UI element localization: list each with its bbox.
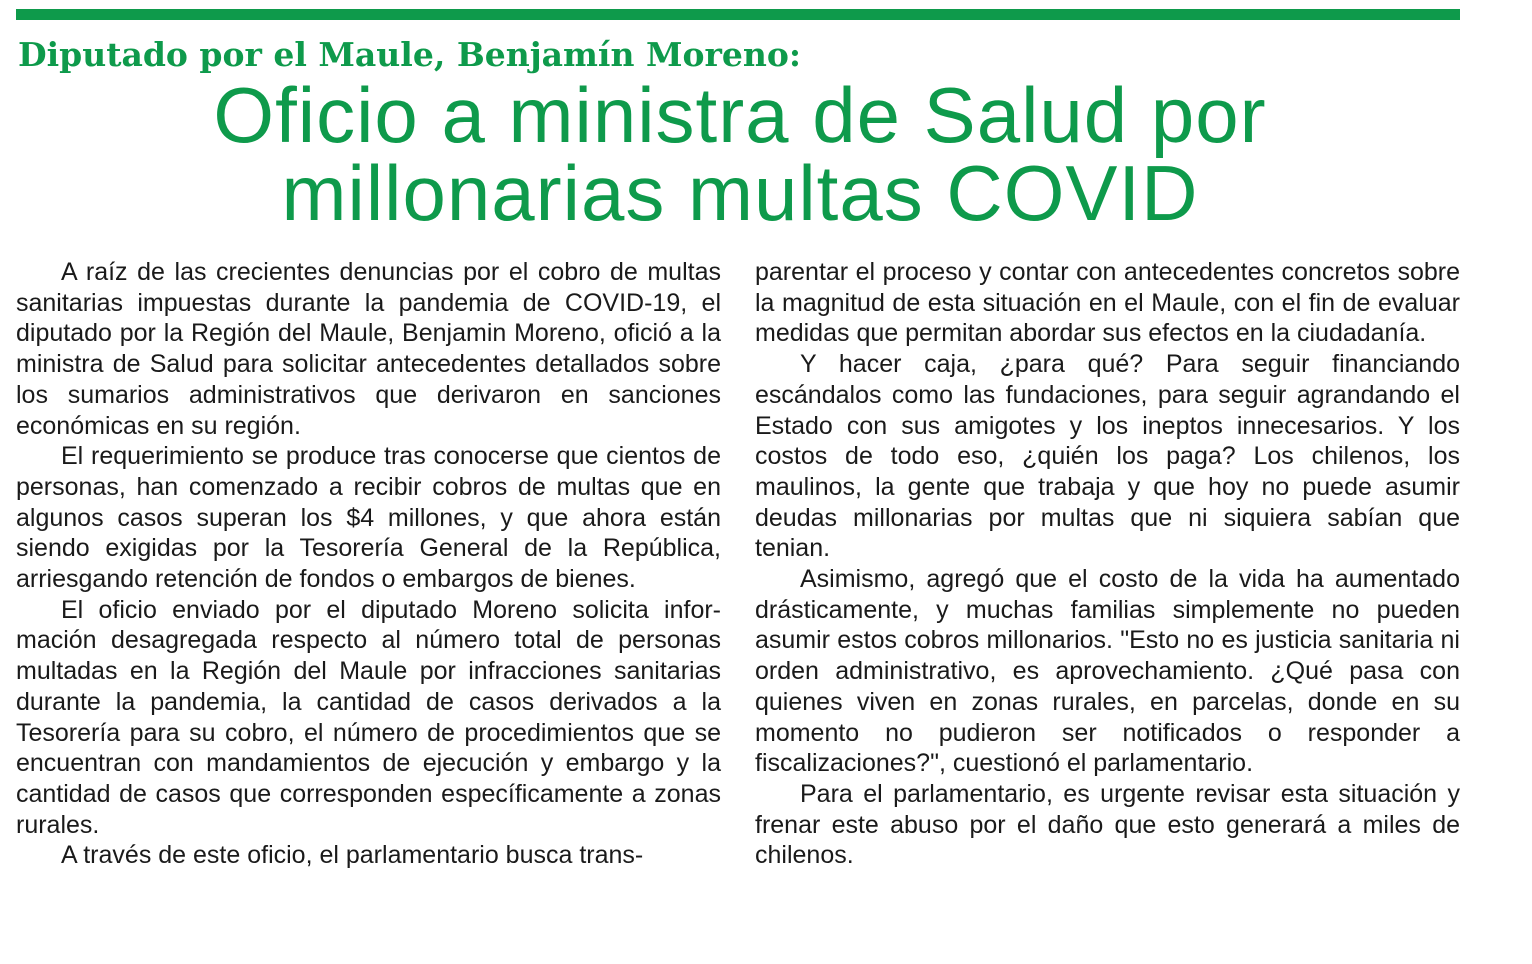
paragraph: Asimismo, agregó que el costo de la vida ha aumentado drásticamente, y muchas familias simplemente no pueden asumir estos cobros millonarios. "Esto no es justicia sanitaria ni orden administrativo, es aprovechamiento. ¿Qué pasa con quienes viven en zonas rurales, en parcelas, donde en su momento no pudieron ser notificados o responder a fiscalizaciones?", cuestionó el parlamentario.: [755, 565, 1460, 778]
paragraph-continued: parentar el proceso y contar con antecedentes concretos sobre la magnitud de esta situación en el Maule, con el fin de evaluar medidas que permitan abordar sus efectos en la ciudadanía.: [755, 258, 1460, 348]
paragraph: A raíz de las crecientes denuncias por el cobro de multas sanitarias impuestas durante la pandemia de COVID-19, el diputado por la Región del Maule, Benjamin Moreno, ofició a la ministra de Salud para solicitar antecedentes detallados sobre los sumarios administrativos que derivaron en sanciones económicas en su región.: [16, 258, 721, 440]
headline: [0, 71, 1480, 237]
paragraph: El requerimiento se produce tras conocerse que cientos de personas, han comenzado a recibir cobros de multas que en algunos casos superan los $4 millones, y que ahora están siendo exigidas por la Tesorería General de la República, arriesgando retención de fondos o embargos de bienes.: [16, 442, 721, 594]
kicker-subheading: Diputado por el Maule, Benjamín Moreno:: [18, 35, 802, 74]
article-column-left: [16, 257, 721, 871]
paragraph: Y hacer caja, ¿para qué? Para seguir financiando escándalos como las fundaciones, para seguir agrandando el Estado con sus amigotes y los ineptos innecesarios. Y los costos de todo eso, ¿quién los paga? Los chilenos, los maulinos, la gente que trabaja y que hoy no puede asumir deudas millonarias por multas que ni siquiera sabían que tenian.: [755, 350, 1460, 563]
paragraph: A través de este oficio, el parlamentario busca trans-: [61, 841, 644, 870]
headline-line-2: millonarias multas COVID: [281, 149, 1199, 237]
article-column-right: [755, 257, 1460, 871]
paragraph: El oficio enviado por el diputado Moreno solicita información desagregada respecto al número total de personas multadas en la Región del Maule por infracciones sanitarias durante la pandemia, la cantidad de casos derivados a la Tesorería para su cobro, el número de procedimientos que se encuentran con mandamientos de ejecución y embargo y la cantidad de casos que corresponden específicamente a zonas rurales.: [16, 595, 721, 839]
headline-line-1: Oficio a ministra de Salud por: [213, 71, 1267, 159]
paragraph: Para el parlamentario, es urgente revisar esta situación y frenar este abuso por el daño que esto generará a miles de chilenos.: [755, 779, 1460, 870]
top-green-rule: [16, 9, 1460, 20]
